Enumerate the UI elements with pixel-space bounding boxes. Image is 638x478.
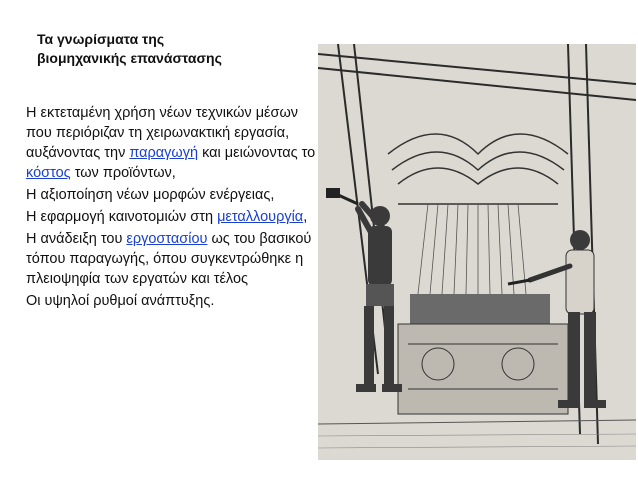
loom-engraving-image [318, 44, 636, 460]
list-item: Οι υψηλοί ρυθμοί ανάπτυξης. [26, 293, 215, 309]
link-metallurgy[interactable]: μεταλλουργία [217, 209, 304, 225]
list-item: Η αξιοποίηση νέων μορφών ενέργειας, [26, 187, 275, 203]
bullet-list [26, 103, 326, 313]
list-item: Η ανάδειξη του εργοστασίου ως του βασικού τόπου παραγωγής, όπου συγκεντρώθηκε η πλειοψηφία των εργατών και τέλος [26, 231, 312, 287]
link-factory[interactable]: εργοστασίου [126, 231, 208, 247]
list-item: Η εφαρμογή καινοτομιών στη μεταλλουργία, [26, 209, 308, 225]
slide-title: Τα γνωρίσματα της βιομηχανικής επανάστασης [37, 31, 222, 66]
engraving-illustration [318, 44, 636, 460]
link-production[interactable]: παραγωγή [129, 145, 199, 161]
link-cost[interactable]: κόστος [26, 165, 71, 181]
list-item: Η εκτεταμένη χρήση νέων τεχνικών μέσων που περιόριζαν τη χειρωνακτική εργασία, αυξάνοντας την παραγωγή και μειώνοντας το κόστος των προϊόντων, [26, 105, 316, 181]
